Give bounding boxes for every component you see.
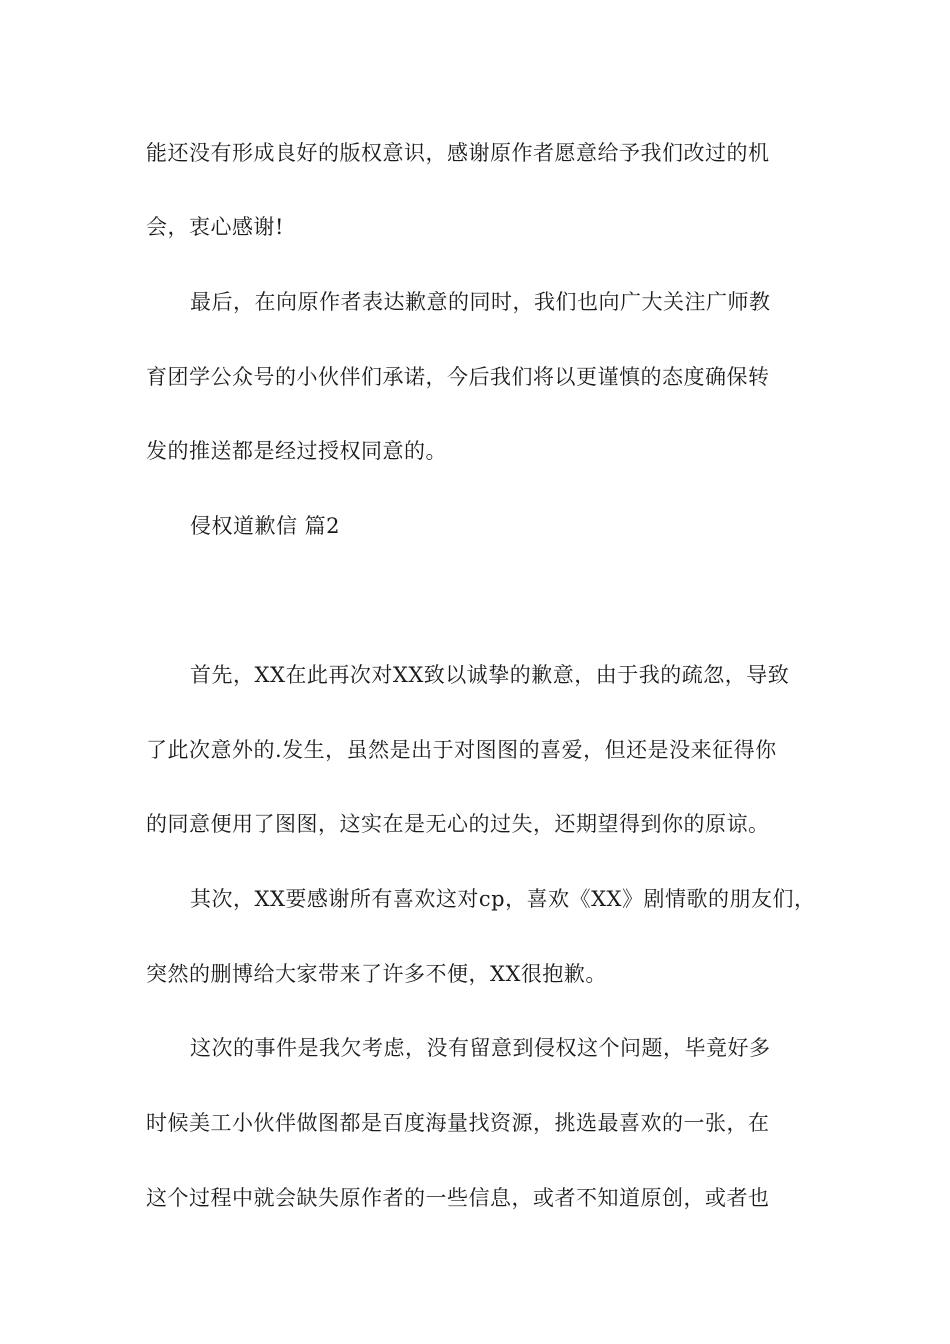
- paragraph-line: 育团学公众号的小伙伴们承诺，今后我们将以更谨慎的态度确保转: [146, 365, 770, 389]
- paragraph-line: 这个过程中就会缺失原作者的一些信息，或者不知道原创，或者也: [146, 1186, 770, 1210]
- paragraph-line: 最后，在向原作者表达歉意的同时，我们也向广大关注广师教: [190, 290, 771, 314]
- paragraph-line: 能还没有形成良好的版权意识，感谢原作者愿意给予我们改过的机: [146, 141, 770, 165]
- paragraph-line: 发的推送都是经过授权同意的。: [146, 439, 447, 463]
- paragraph-line: 的同意便用了图图，这实在是无心的过失，还期望得到你的原谅。: [146, 812, 770, 836]
- paragraph-line: 会，衷心感谢!: [146, 215, 284, 239]
- paragraph-line: 突然的删博给大家带来了许多不便，XX很抱歉。: [146, 962, 607, 986]
- section-heading: 侵权道歉信 篇2: [190, 514, 341, 538]
- paragraph-line: 这次的事件是我欠考虑，没有留意到侵权这个问题，毕竟好多: [190, 1036, 771, 1060]
- paragraph-line: 时候美工小伙伴做图都是百度海量找资源，挑选最喜欢的一张，在: [146, 1111, 770, 1135]
- paragraph-line: 首先，XX在此再次对XX致以诚挚的歉意，由于我的疏忽，导致: [190, 663, 790, 687]
- paragraph-line: 了此次意外的.发生，虽然是出于对图图的喜爱，但还是没来征得你: [146, 738, 777, 762]
- paragraph-line: 其次，XX要感谢所有喜欢这对cp，喜欢《XX》剧情歌的朋友们，: [190, 887, 816, 911]
